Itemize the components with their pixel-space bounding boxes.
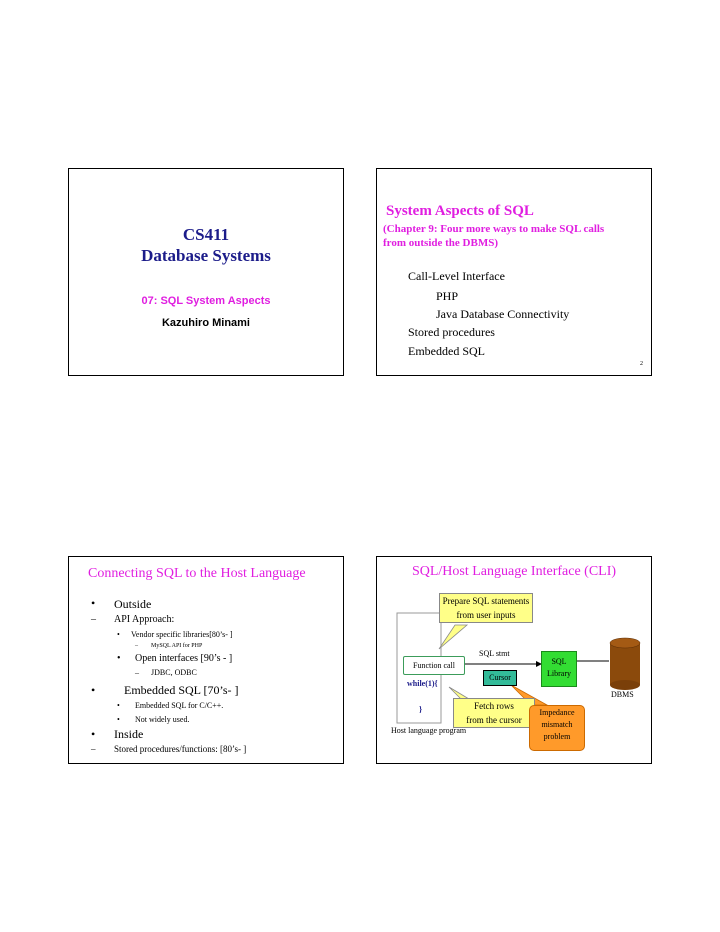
impedance-box	[529, 705, 585, 751]
bullet-dot-icon: •	[117, 715, 120, 724]
bullet-dot-icon: •	[117, 630, 120, 639]
bullet-dash-icon: –	[91, 744, 96, 754]
bullet-api-approach: API Approach:	[114, 614, 175, 625]
function-call-box	[403, 656, 465, 675]
bullet-embedded-sql: Embedded SQL [70’s- ]	[124, 683, 239, 697]
callout-prepare-line-2: from user inputs	[456, 610, 516, 620]
sql-stmt-label: SQL stmt	[479, 649, 510, 658]
course-title: Database Systems	[141, 246, 271, 265]
callout-prepare-pointer	[439, 625, 467, 649]
bullet-embedded-c: Embedded SQL for C/C++.	[135, 701, 224, 710]
bullet-dash-icon: –	[135, 668, 139, 677]
callout-fetch	[453, 698, 535, 728]
host-program-label: Host language program	[391, 726, 467, 735]
author-name: Kazuhiro Minami	[161, 317, 250, 329]
cursor-label: Cursor	[489, 673, 511, 682]
slide-title: System Aspects of SQL	[386, 203, 534, 219]
impedance-line-2: mismatch	[541, 720, 573, 729]
callout-prepare	[439, 593, 533, 623]
item-call-level-interface: Call-Level Interface	[408, 269, 505, 283]
slide-3	[68, 556, 344, 764]
callout-fetch-line-1: Fetch rows	[474, 701, 514, 711]
sql-library-box	[541, 651, 577, 687]
course-code: CS411	[182, 225, 230, 244]
bullet-jdbc-odbc: JDBC, ODBC	[151, 668, 197, 677]
slide-1	[68, 168, 344, 376]
item-embedded-sql: Embedded SQL	[408, 344, 485, 358]
item-stored-procedures: Stored procedures	[408, 325, 495, 339]
page-number: 2	[640, 361, 643, 367]
bullet-dot-icon: •	[117, 701, 120, 710]
bullet-dash-icon: –	[91, 614, 96, 625]
impedance-line-1: Impedance	[539, 708, 575, 717]
function-call-label: Function call	[413, 661, 455, 670]
sql-library-line-2: Library	[547, 669, 571, 678]
slide-title: SQL/Host Language Interface (CLI)	[411, 564, 617, 579]
bullet-not-widely-used: Not widely used.	[135, 715, 190, 724]
sql-library-line-1: SQL	[551, 657, 567, 666]
slide-title: Connecting SQL to the Host Language	[88, 566, 306, 581]
while-loop-label: while(1){	[407, 679, 438, 688]
item-php: PHP	[436, 289, 459, 303]
bullet-dash-icon: –	[135, 643, 138, 649]
bullet-vendor-libraries: Vendor specific libraries[80’s- ]	[131, 630, 233, 639]
slide-4	[376, 556, 652, 764]
callout-fetch-line-2: from the cursor	[466, 715, 522, 725]
bullet-dot-icon: •	[117, 653, 121, 664]
dbms-label: DBMS	[611, 690, 634, 699]
slide-2	[376, 168, 652, 376]
bullet-mysql-api: MySQL API for PHP	[151, 643, 203, 649]
bullet-inside: Inside	[114, 727, 144, 741]
bullet-dot-icon: •	[91, 596, 96, 610]
bullet-open-interfaces: Open interfaces [90’s - ]	[135, 653, 233, 664]
bullet-stored-procedures: Stored procedures/functions: [80’s- ]	[114, 744, 247, 754]
close-brace-label: }	[419, 705, 423, 714]
database-icon	[610, 638, 640, 690]
slide-subtitle-line-2: from outside the DBMS)	[383, 237, 498, 249]
bullet-outside: Outside	[114, 597, 152, 611]
bullet-dot-icon: •	[91, 683, 96, 697]
bullet-dot-icon: •	[91, 727, 96, 741]
impedance-line-3: problem	[543, 732, 571, 741]
slide-subtitle-line-1: (Chapter 9: Four more ways to make SQL calls	[383, 223, 605, 235]
lecture-title: 07: SQL System Aspects	[141, 295, 271, 307]
callout-prepare-line-1: Prepare SQL statements	[442, 596, 530, 606]
item-jdbc: Java Database Connectivity	[436, 307, 570, 321]
cursor-box	[483, 670, 517, 686]
